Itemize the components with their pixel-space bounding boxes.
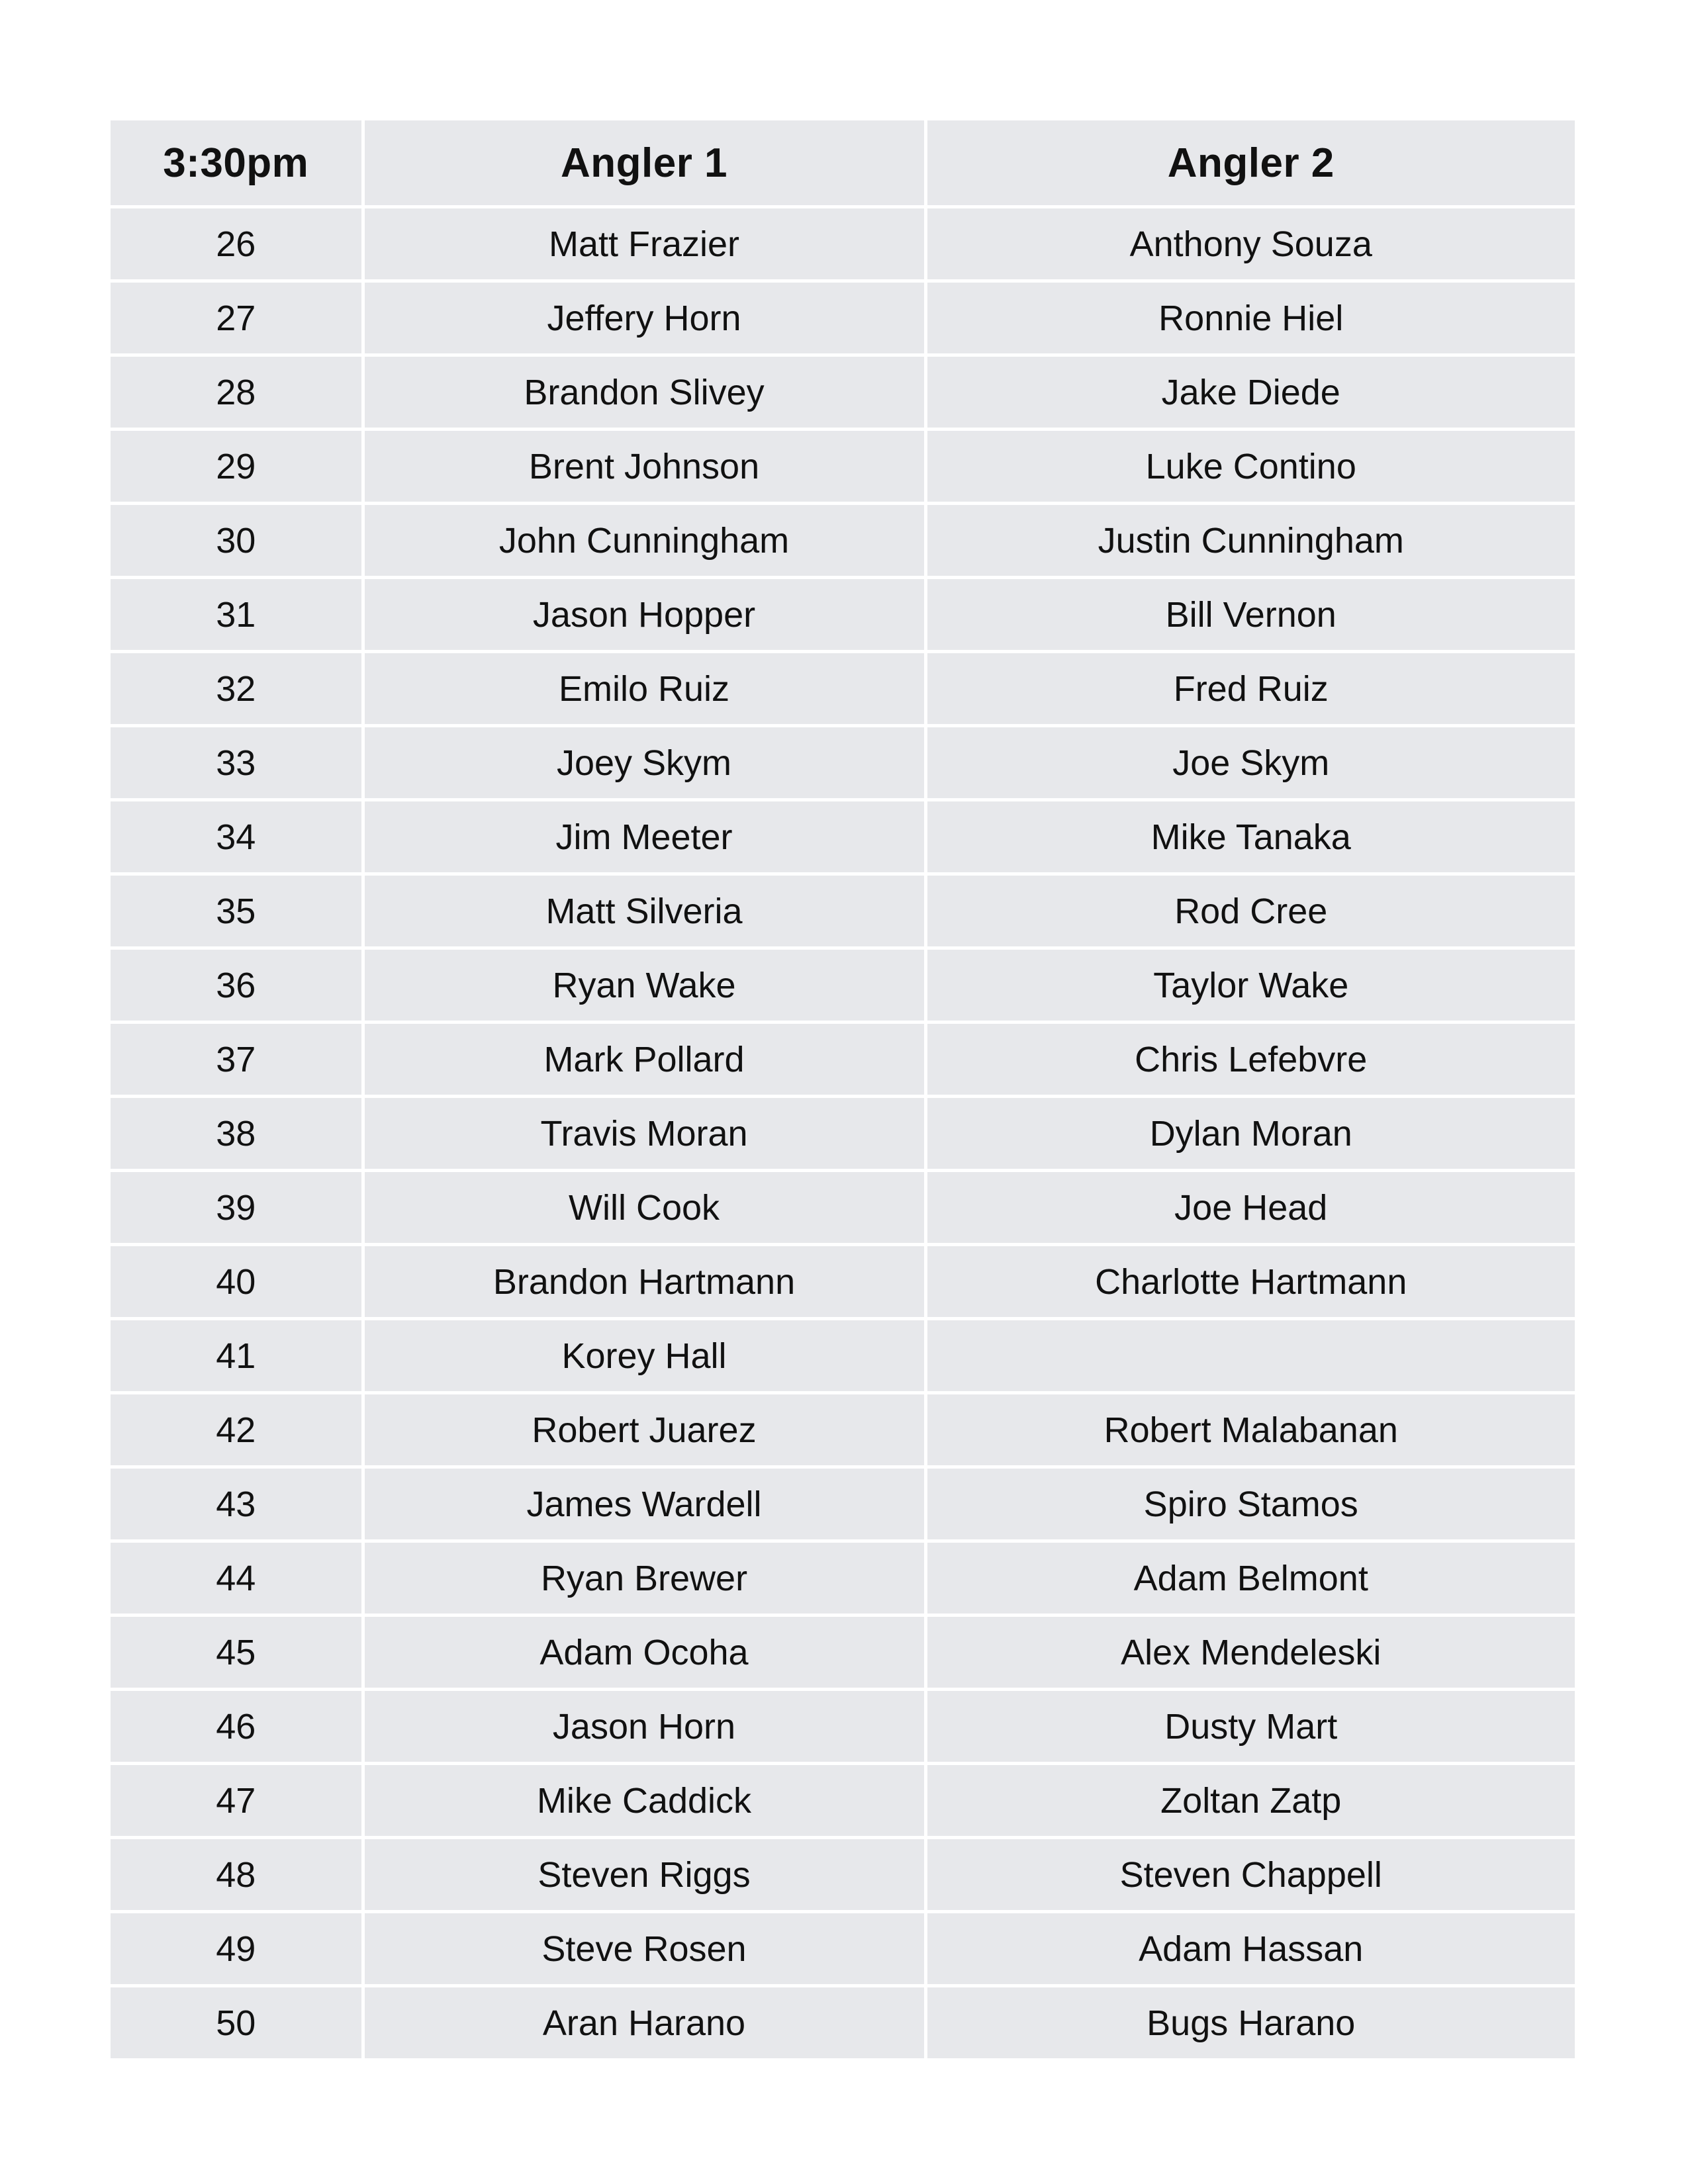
table-row: [111, 578, 1575, 652]
angler-1-cell: Steven Riggs: [363, 1838, 925, 1912]
boat-number-cell: 32: [111, 652, 363, 726]
angler-1-cell: Matt Silveria: [363, 874, 925, 948]
angler-2-cell: Zoltan Zatp: [925, 1764, 1575, 1838]
table-row: [111, 874, 1575, 948]
header-angler-2: Angler 2: [925, 120, 1575, 207]
angler-2-cell: Joe Head: [925, 1171, 1575, 1245]
header-time: 3:30pm: [111, 120, 363, 207]
header-angler-1: Angler 1: [363, 120, 925, 207]
boat-number-cell: 50: [111, 1986, 363, 2059]
angler-2-cell: Robert Malabanan: [925, 1393, 1575, 1467]
angler-2-cell: Dusty Mart: [925, 1690, 1575, 1764]
table-row: [111, 1097, 1575, 1171]
angler-2-cell: Spiro Stamos: [925, 1467, 1575, 1541]
table-row: [111, 1986, 1575, 2059]
table-row: [111, 1764, 1575, 1838]
angler-2-cell: Dylan Moran: [925, 1097, 1575, 1171]
angler-1-cell: Brandon Slivey: [363, 355, 925, 430]
boat-number-cell: 33: [111, 726, 363, 800]
boat-number-cell: 49: [111, 1912, 363, 1986]
angler-1-cell: Steve Rosen: [363, 1912, 925, 1986]
table-row: [111, 355, 1575, 430]
boat-number-cell: 37: [111, 1023, 363, 1097]
table-row: [111, 1319, 1575, 1393]
angler-1-cell: Ryan Brewer: [363, 1541, 925, 1615]
angler-1-cell: Brandon Hartmann: [363, 1245, 925, 1319]
angler-1-cell: Adam Ocoha: [363, 1615, 925, 1690]
angler-2-cell: [925, 1319, 1575, 1393]
angler-1-cell: Jason Horn: [363, 1690, 925, 1764]
angler-1-cell: Mark Pollard: [363, 1023, 925, 1097]
boat-number-cell: 26: [111, 207, 363, 281]
boat-number-cell: 27: [111, 281, 363, 355]
angler-2-cell: Rod Cree: [925, 874, 1575, 948]
table-row: [111, 1467, 1575, 1541]
table-row: [111, 1541, 1575, 1615]
angler-2-cell: Adam Belmont: [925, 1541, 1575, 1615]
angler-1-cell: Aran Harano: [363, 1986, 925, 2059]
table-row: [111, 281, 1575, 355]
table-row: [111, 1912, 1575, 1986]
boat-number-cell: 36: [111, 948, 363, 1023]
boat-number-cell: 45: [111, 1615, 363, 1690]
header-row: [111, 120, 1575, 207]
angler-2-cell: Joe Skym: [925, 726, 1575, 800]
angler-2-cell: Charlotte Hartmann: [925, 1245, 1575, 1319]
boat-number-cell: 29: [111, 430, 363, 504]
table-row: [111, 652, 1575, 726]
angler-2-cell: Ronnie Hiel: [925, 281, 1575, 355]
angler-1-cell: Jeffery Horn: [363, 281, 925, 355]
table-row: [111, 726, 1575, 800]
angler-1-cell: Jim Meeter: [363, 800, 925, 874]
boat-number-cell: 42: [111, 1393, 363, 1467]
angler-1-cell: Mike Caddick: [363, 1764, 925, 1838]
boat-number-cell: 34: [111, 800, 363, 874]
angler-1-cell: James Wardell: [363, 1467, 925, 1541]
angler-2-cell: Luke Contino: [925, 430, 1575, 504]
angler-2-cell: Chris Lefebvre: [925, 1023, 1575, 1097]
table-row: [111, 504, 1575, 578]
angler-1-cell: Korey Hall: [363, 1319, 925, 1393]
boat-number-cell: 35: [111, 874, 363, 948]
boat-number-cell: 38: [111, 1097, 363, 1171]
table-row: [111, 1171, 1575, 1245]
boat-number-cell: 30: [111, 504, 363, 578]
angler-2-cell: Taylor Wake: [925, 948, 1575, 1023]
boat-number-cell: 39: [111, 1171, 363, 1245]
table-row: [111, 1393, 1575, 1467]
table-row: [111, 1023, 1575, 1097]
boat-number-cell: 28: [111, 355, 363, 430]
angler-schedule-table: [111, 120, 1575, 2058]
angler-1-cell: Ryan Wake: [363, 948, 925, 1023]
boat-number-cell: 41: [111, 1319, 363, 1393]
angler-2-cell: Fred Ruiz: [925, 652, 1575, 726]
angler-2-cell: Steven Chappell: [925, 1838, 1575, 1912]
angler-2-cell: Bill Vernon: [925, 578, 1575, 652]
angler-1-cell: John Cunningham: [363, 504, 925, 578]
table-row: [111, 1838, 1575, 1912]
angler-2-cell: Alex Mendeleski: [925, 1615, 1575, 1690]
angler-2-cell: Bugs Harano: [925, 1986, 1575, 2059]
angler-1-cell: Joey Skym: [363, 726, 925, 800]
angler-2-cell: Jake Diede: [925, 355, 1575, 430]
table-row: [111, 1690, 1575, 1764]
angler-1-cell: Brent Johnson: [363, 430, 925, 504]
table-row: [111, 430, 1575, 504]
table-body: [111, 207, 1575, 2059]
angler-1-cell: Will Cook: [363, 1171, 925, 1245]
angler-1-cell: Robert Juarez: [363, 1393, 925, 1467]
boat-number-cell: 31: [111, 578, 363, 652]
table-row: [111, 207, 1575, 281]
boat-number-cell: 46: [111, 1690, 363, 1764]
angler-2-cell: Adam Hassan: [925, 1912, 1575, 1986]
angler-2-cell: Justin Cunningham: [925, 504, 1575, 578]
boat-number-cell: 48: [111, 1838, 363, 1912]
boat-number-cell: 43: [111, 1467, 363, 1541]
table-row: [111, 948, 1575, 1023]
angler-2-cell: Mike Tanaka: [925, 800, 1575, 874]
table-row: [111, 1245, 1575, 1319]
boat-number-cell: 47: [111, 1764, 363, 1838]
angler-2-cell: Anthony Souza: [925, 207, 1575, 281]
boat-number-cell: 40: [111, 1245, 363, 1319]
angler-1-cell: Emilo Ruiz: [363, 652, 925, 726]
angler-1-cell: Travis Moran: [363, 1097, 925, 1171]
boat-number-cell: 44: [111, 1541, 363, 1615]
table-row: [111, 800, 1575, 874]
table-row: [111, 1615, 1575, 1690]
angler-1-cell: Matt Frazier: [363, 207, 925, 281]
angler-1-cell: Jason Hopper: [363, 578, 925, 652]
